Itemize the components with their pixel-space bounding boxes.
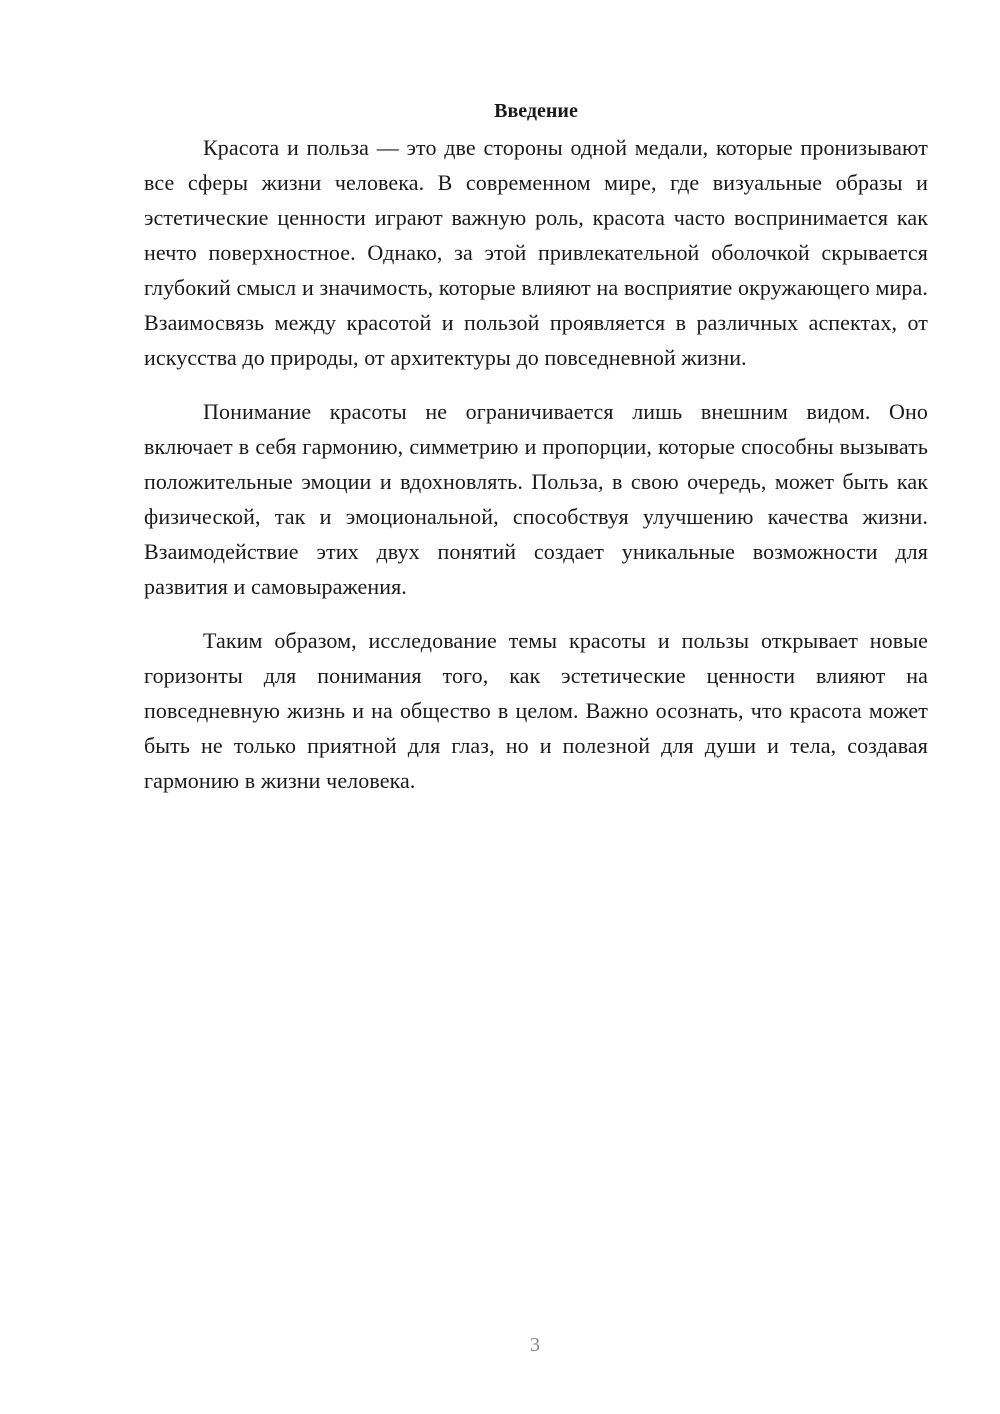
paragraph-2: Понимание красоты не ограничивается лишь внешним видом. Оно включает в себя гармонию, симметрию и пропорции, которые способны вызывать положительные эмоции и вдохновлять. Польза, в свою очередь, может быть как физической, так и эмоциональной, способствуя улучшению качества жизни. Взаимодействие этих двух понятий создает уникальные возможности для развития и самовыражения. <box>144 399 928 599</box>
section-heading: Введение <box>494 100 578 122</box>
page-content <box>144 96 928 817</box>
page-number: 3 <box>530 1334 540 1356</box>
paragraph-3: Таким образом, исследование темы красоты и пользы открывает новые горизонты для понимания того, как эстетические ценности влияют на повседневную жизнь и на общество в целом. Важно осознать, что красота может быть не только приятной для глаз, но и полезной для души и тела, создавая гармонию в жизни человека. <box>144 628 928 793</box>
paragraph-1: Красота и польза — это две стороны одной медали, которые пронизывают все сферы жизни человека. В современном мире, где визуальные образы и эстетические ценности играют важную роль, красота часто воспринимается как нечто поверхностное. Однако, за этой привлекательной оболочкой скрывается глубокий смысл и значимость, которые влияют на восприятие окружающего мира. Взаимосвязь между красотой и пользой проявляется в различных аспектах, от искусства до природы, от архитектуры до повседневной жизни. <box>144 135 928 370</box>
